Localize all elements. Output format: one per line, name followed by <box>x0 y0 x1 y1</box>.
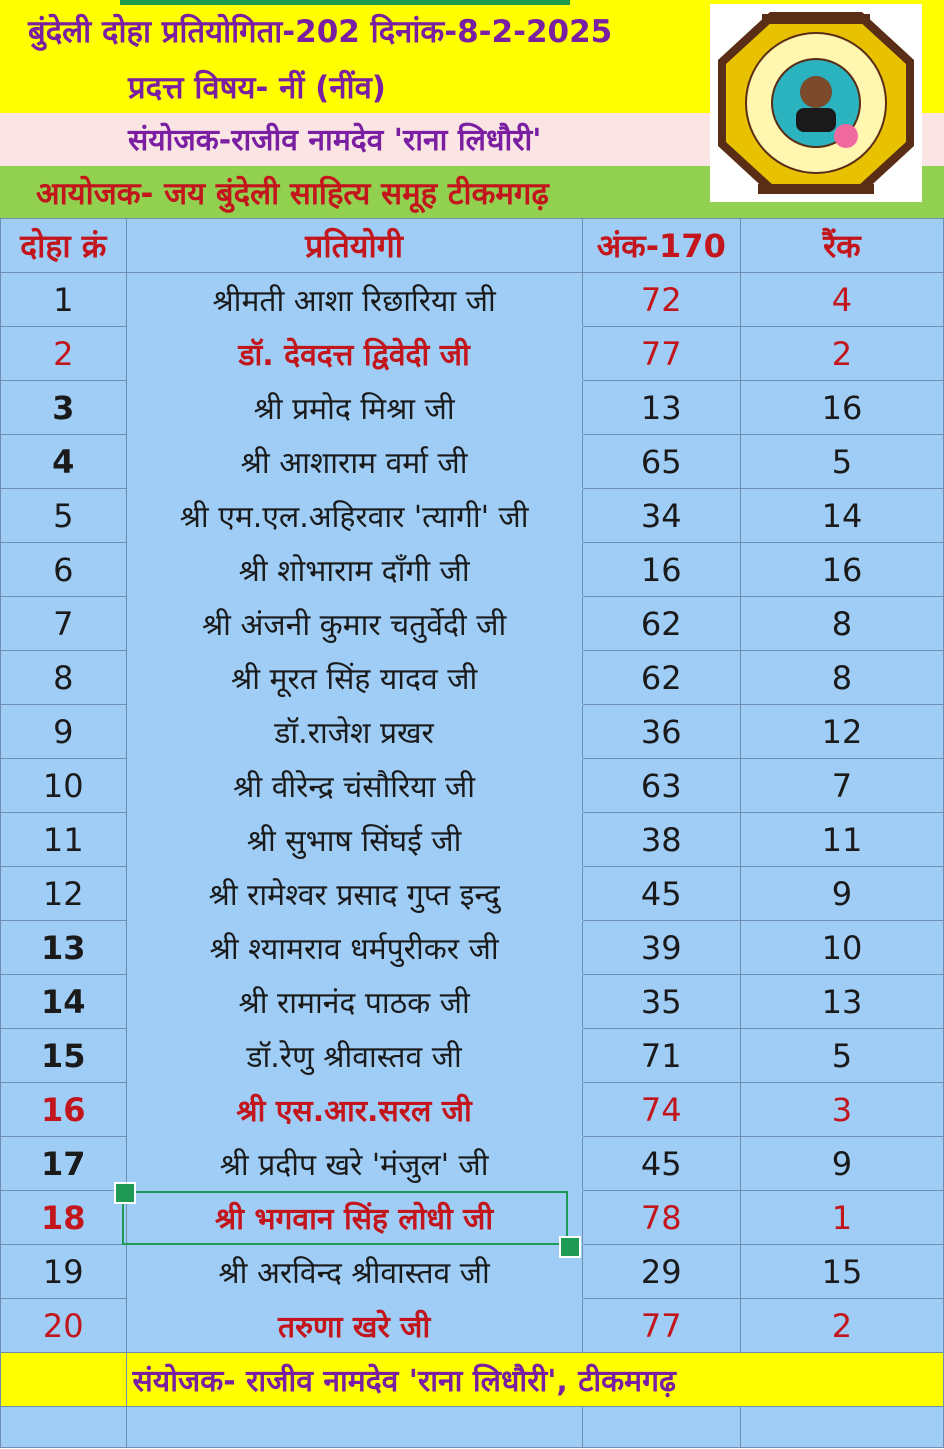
table-row <box>1 975 944 1029</box>
column-header-1[interactable]: दोहा क्रं <box>1 219 127 273</box>
organizer-line: आयोजक- जय बुंदेली साहित्य समूह टीकमगढ़ <box>36 176 549 212</box>
participant-name-cell[interactable]: श्री रामेश्वर प्रसाद गुप्त इन्दु <box>126 867 582 921</box>
empty-cell[interactable] <box>740 1407 943 1448</box>
entry-number-cell[interactable]: 6 <box>1 543 127 597</box>
score-cell[interactable]: 34 <box>582 489 740 543</box>
results-table <box>0 218 944 1448</box>
table-row <box>1 381 944 435</box>
participant-name-cell[interactable]: डॉ.रेणु श्रीवास्तव जी <box>126 1029 582 1083</box>
entry-number-cell[interactable]: 18 <box>1 1191 127 1245</box>
participant-name-cell[interactable]: श्री प्रमोद मिश्रा जी <box>126 381 582 435</box>
entry-number-cell[interactable]: 15 <box>1 1029 127 1083</box>
score-cell[interactable]: 77 <box>582 1299 740 1353</box>
score-cell[interactable]: 63 <box>582 759 740 813</box>
rank-cell[interactable]: 14 <box>740 489 943 543</box>
rank-cell[interactable]: 2 <box>740 327 943 381</box>
entry-number-cell[interactable]: 13 <box>1 921 127 975</box>
participant-name-cell[interactable]: श्री एस.आर.सरल जी <box>126 1083 582 1137</box>
participant-name-cell[interactable]: डॉ. देवदत्त द्विवेदी जी <box>126 327 582 381</box>
score-cell[interactable]: 16 <box>582 543 740 597</box>
rank-cell[interactable]: 10 <box>740 921 943 975</box>
selection-handle-start[interactable] <box>114 1182 136 1204</box>
rank-cell[interactable]: 3 <box>740 1083 943 1137</box>
participant-name-cell[interactable]: श्री प्रदीप खरे 'मंजुल' जी <box>126 1137 582 1191</box>
rank-cell[interactable]: 9 <box>740 867 943 921</box>
participant-name-cell[interactable]: डॉ.राजेश प्रखर <box>126 705 582 759</box>
logo-emblem-icon <box>710 4 922 202</box>
score-cell[interactable]: 62 <box>582 597 740 651</box>
empty-cell[interactable] <box>1 1407 127 1448</box>
score-cell[interactable]: 38 <box>582 813 740 867</box>
top-selection-line <box>120 0 570 5</box>
rank-cell[interactable]: 1 <box>740 1191 943 1245</box>
participant-name-cell[interactable]: श्री सुभाष सिंघई जी <box>126 813 582 867</box>
participant-name-cell[interactable]: श्री रामानंद पाठक जी <box>126 975 582 1029</box>
page-title: बुंदेली दोहा प्रतियोगिता-202 दिनांक-8-2-2025 <box>28 14 613 50</box>
score-cell[interactable]: 45 <box>582 1137 740 1191</box>
table-row <box>1 867 944 921</box>
empty-cell[interactable] <box>582 1407 740 1448</box>
column-header-3[interactable]: अंक-170 <box>582 219 740 273</box>
table-row <box>1 651 944 705</box>
convener-line: संयोजक-राजीव नामदेव 'राना लिधौरी' <box>128 123 542 158</box>
participant-name-cell[interactable]: श्री आशाराम वर्मा जी <box>126 435 582 489</box>
column-header-4[interactable]: रैंक <box>740 219 943 273</box>
score-cell[interactable]: 78 <box>582 1191 740 1245</box>
score-cell[interactable]: 71 <box>582 1029 740 1083</box>
rank-cell[interactable]: 15 <box>740 1245 943 1299</box>
participant-name-cell[interactable]: श्री अंजनी कुमार चतुर्वेदी जी <box>126 597 582 651</box>
table-header-row <box>1 219 944 273</box>
entry-number-cell[interactable]: 3 <box>1 381 127 435</box>
footer-empty-cell[interactable] <box>1 1353 127 1407</box>
score-cell[interactable]: 74 <box>582 1083 740 1137</box>
table-row <box>1 273 944 327</box>
empty-cell[interactable] <box>126 1407 582 1448</box>
table-row <box>1 813 944 867</box>
score-cell[interactable]: 65 <box>582 435 740 489</box>
rank-cell[interactable]: 8 <box>740 651 943 705</box>
rank-cell[interactable]: 5 <box>740 1029 943 1083</box>
score-cell[interactable]: 62 <box>582 651 740 705</box>
score-cell[interactable]: 39 <box>582 921 740 975</box>
entry-number-cell[interactable]: 12 <box>1 867 127 921</box>
column-header-2[interactable]: प्रतियोगी <box>126 219 582 273</box>
entry-number-cell[interactable]: 2 <box>1 327 127 381</box>
participant-name-cell[interactable]: तरुणा खरे जी <box>126 1299 582 1353</box>
participant-name-cell[interactable]: श्री शोभाराम दाँगी जी <box>126 543 582 597</box>
table-row <box>1 489 944 543</box>
entry-number-cell[interactable]: 11 <box>1 813 127 867</box>
entry-number-cell[interactable]: 1 <box>1 273 127 327</box>
score-cell[interactable]: 35 <box>582 975 740 1029</box>
rank-cell[interactable]: 11 <box>740 813 943 867</box>
score-cell[interactable]: 13 <box>582 381 740 435</box>
entry-number-cell[interactable]: 19 <box>1 1245 127 1299</box>
subject-line: प्रदत्त विषय- नीं (नींव) <box>128 70 386 106</box>
participant-name-cell[interactable]: श्री भगवान सिंह लोधी जी <box>126 1191 582 1245</box>
selection-handle-end[interactable] <box>559 1236 581 1258</box>
entry-number-cell[interactable]: 8 <box>1 651 127 705</box>
group-logo <box>710 4 922 202</box>
entry-number-cell[interactable]: 14 <box>1 975 127 1029</box>
table-row <box>1 543 944 597</box>
score-cell[interactable]: 45 <box>582 867 740 921</box>
rank-cell[interactable]: 2 <box>740 1299 943 1353</box>
rank-cell[interactable]: 4 <box>740 273 943 327</box>
rank-cell[interactable]: 7 <box>740 759 943 813</box>
rank-cell[interactable]: 8 <box>740 597 943 651</box>
table-row <box>1 1299 944 1353</box>
footer-convener-text[interactable]: संयोजक- राजीव नामदेव 'राना लिधौरी', टीकमगढ़ <box>126 1353 943 1407</box>
score-cell[interactable]: 29 <box>582 1245 740 1299</box>
rank-cell[interactable]: 13 <box>740 975 943 1029</box>
participant-name-cell[interactable]: श्रीमती आशा रिछारिया जी <box>126 273 582 327</box>
participant-name-cell[interactable]: श्री श्यामराव धर्मपुरीकर जी <box>126 921 582 975</box>
participant-name-cell[interactable]: श्री मूरत सिंह यादव जी <box>126 651 582 705</box>
cell-selection-box[interactable] <box>122 1191 568 1245</box>
score-cell[interactable]: 77 <box>582 327 740 381</box>
score-cell[interactable]: 72 <box>582 273 740 327</box>
table-row <box>1 1137 944 1191</box>
entry-number-cell[interactable]: 7 <box>1 597 127 651</box>
table-row <box>1 1029 944 1083</box>
participant-name-cell[interactable]: श्री वीरेन्द्र चंसौरिया जी <box>126 759 582 813</box>
empty-row <box>1 1407 944 1448</box>
entry-number-cell[interactable]: 4 <box>1 435 127 489</box>
table-row <box>1 1245 944 1299</box>
footer-row <box>1 1353 944 1407</box>
entry-number-cell[interactable]: 9 <box>1 705 127 759</box>
entry-number-cell[interactable]: 10 <box>1 759 127 813</box>
rank-cell[interactable]: 12 <box>740 705 943 759</box>
table-row <box>1 435 944 489</box>
table-row <box>1 327 944 381</box>
participant-name-cell[interactable]: श्री एम.एल.अहिरवार 'त्यागी' जी <box>126 489 582 543</box>
rank-cell[interactable]: 9 <box>740 1137 943 1191</box>
table-row <box>1 705 944 759</box>
rank-cell[interactable]: 16 <box>740 543 943 597</box>
entry-number-cell[interactable]: 5 <box>1 489 127 543</box>
entry-number-cell[interactable]: 20 <box>1 1299 127 1353</box>
table-row <box>1 921 944 975</box>
table-row <box>1 759 944 813</box>
table-row <box>1 1083 944 1137</box>
rank-cell[interactable]: 16 <box>740 381 943 435</box>
table-row <box>1 597 944 651</box>
entry-number-cell[interactable]: 17 <box>1 1137 127 1191</box>
participant-name-cell[interactable]: श्री अरविन्द श्रीवास्तव जी <box>126 1245 582 1299</box>
score-cell[interactable]: 36 <box>582 705 740 759</box>
entry-number-cell[interactable]: 16 <box>1 1083 127 1137</box>
rank-cell[interactable]: 5 <box>740 435 943 489</box>
